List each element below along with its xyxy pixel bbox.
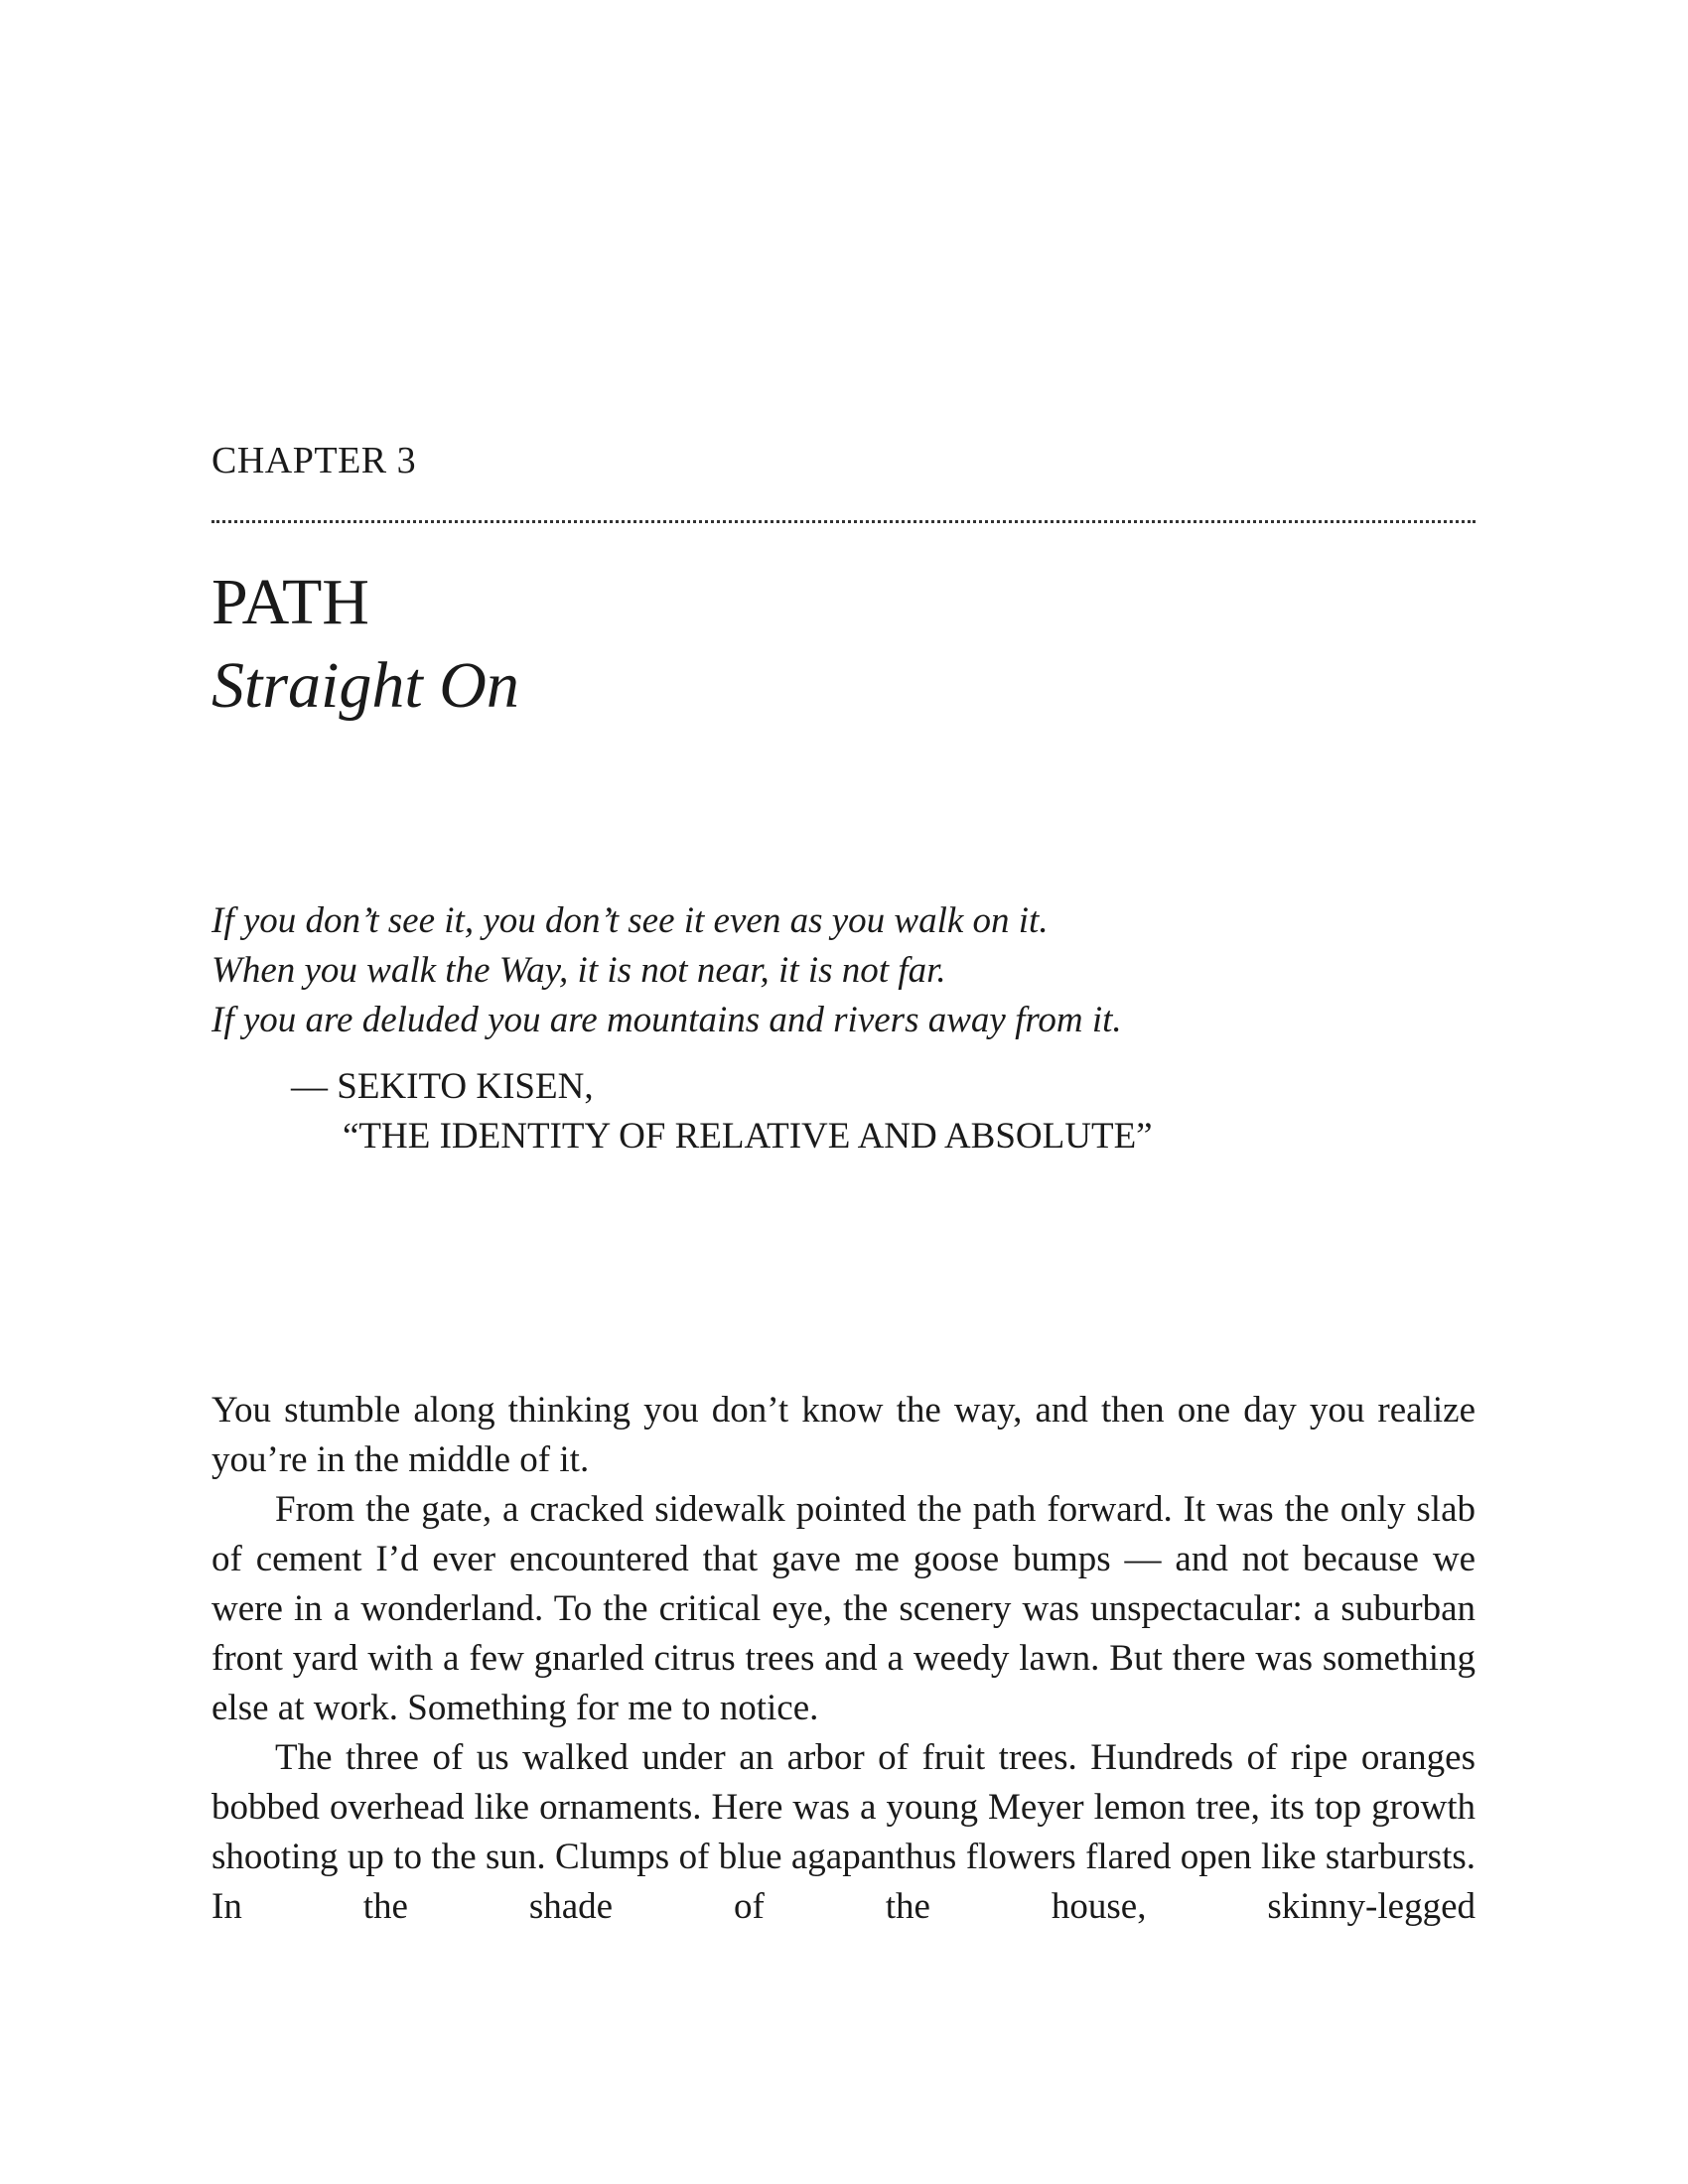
epigraph (211, 896, 1476, 1045)
paragraph: The three of us walked under an arbor of fruit trees. Hundreds of ripe oranges bobbed overhead like ornaments. Here was a young Meyer lemon tree, its top growth shooting up to the sun. Clumps of blue agapanthus flowers flared open like starbursts. In the shade of the house, skinny-legged (211, 1737, 1476, 1927)
paragraph: You stumble along thinking you don’t know the way, and then one day you realize you’re in the middle of it. (211, 1390, 1476, 1480)
epigraph-attribution (291, 1062, 1153, 1161)
epigraph-author: — SEKITO KISEN, (291, 1066, 594, 1107)
epigraph-line: If you are deluded you are mountains and rivers away from it. (211, 1000, 1122, 1040)
dotted-divider (211, 520, 1476, 523)
chapter-label: CHAPTER 3 (211, 440, 417, 481)
book-page (211, 0, 1476, 2184)
epigraph-source: “THE IDENTITY OF RELATIVE AND ABSOLUTE” (343, 1116, 1153, 1157)
epigraph-line: If you don’t see it, you don’t see it even as you walk on it. (211, 900, 1049, 941)
paragraph: From the gate, a cracked sidewalk pointed the path forward. It was the only slab of cement I’d ever encountered that gave me goose bumps — and not because we were in a wonderland. To the critical eye, the scenery was unspectacular: a suburban front yard with a few gnarled citrus trees and a weedy lawn. But there was something else at work. Something for me to notice. (211, 1489, 1476, 1728)
chapter-subtitle: Straight On (211, 649, 519, 722)
body-text (211, 1386, 1476, 1932)
epigraph-line: When you walk the Way, it is not near, it is not far. (211, 950, 946, 991)
chapter-title: PATH (211, 566, 369, 638)
